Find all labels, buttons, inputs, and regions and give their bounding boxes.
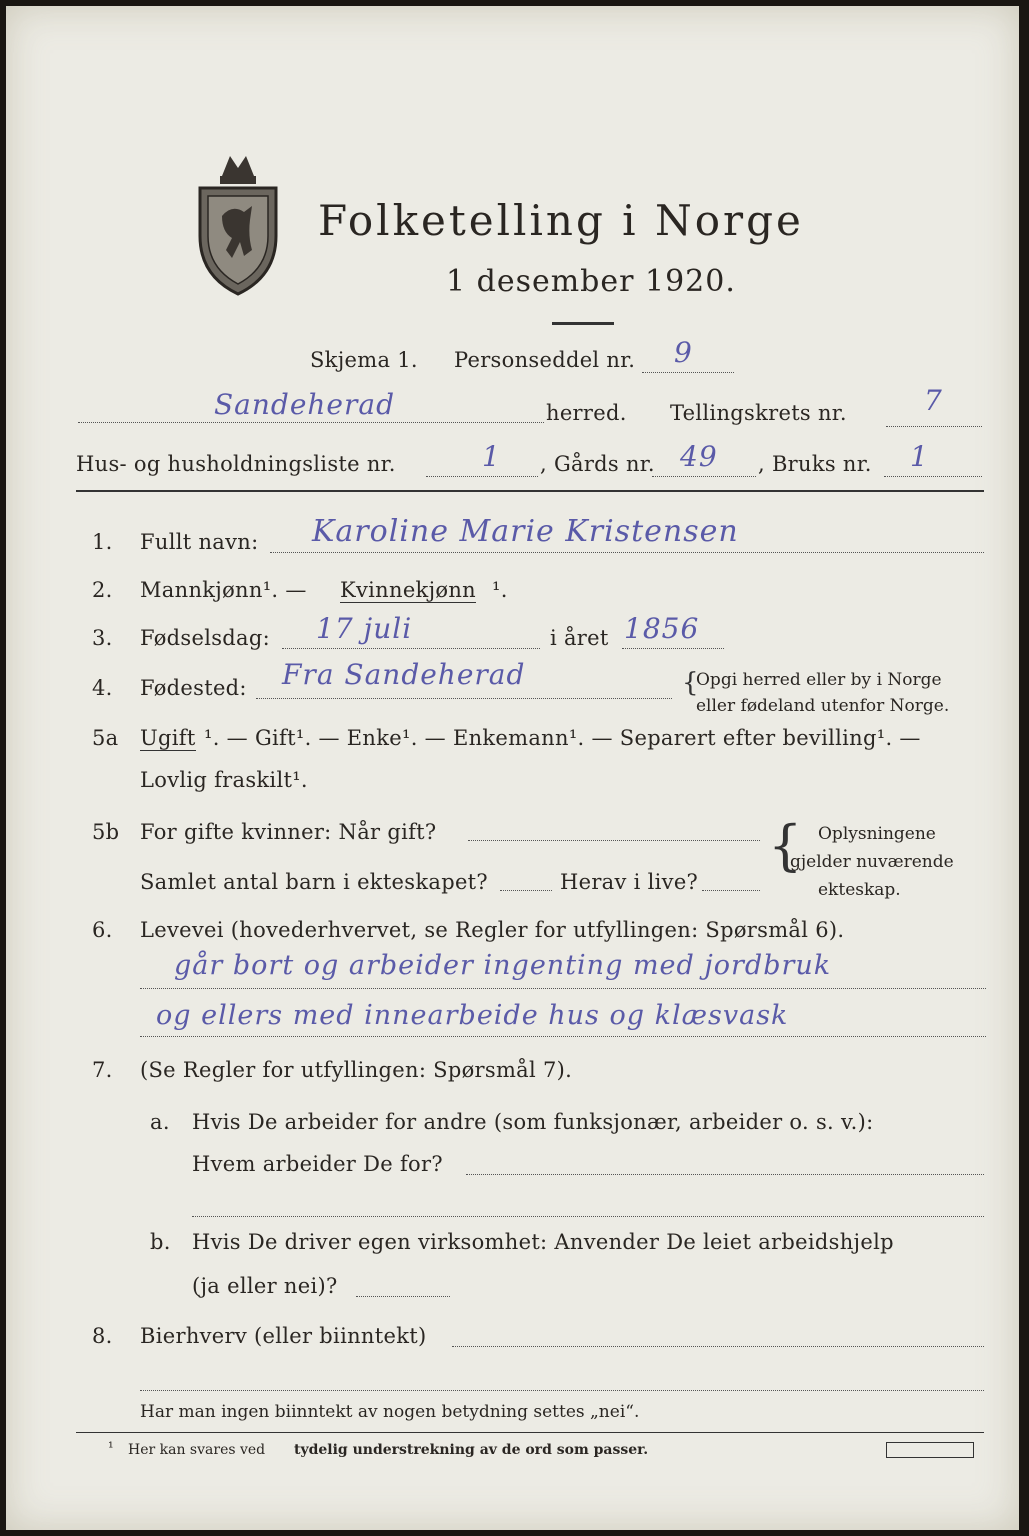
q5a-other-options[interactable]: ¹. — Gift¹. — Enke¹. — Enkemann¹. — Separert efter bevilling¹. — <box>204 726 921 750</box>
q4-line <box>256 698 672 699</box>
q1-name-value[interactable]: Karoline Marie Kristensen <box>312 514 739 549</box>
bruks-line <box>884 476 982 477</box>
q4-label: Fødested: <box>140 676 247 700</box>
gards-line <box>652 476 756 477</box>
q4-note-line1: Opgi herred eller by i Norge <box>696 670 942 690</box>
q2-number: 2. <box>92 578 113 602</box>
herred-value[interactable]: Sandeherad <box>214 388 396 421</box>
q3-year-line <box>622 648 724 649</box>
q7-number: 7. <box>92 1058 113 1082</box>
footnote-text-a: Her kan svares ved <box>128 1442 266 1458</box>
q5b-children-line <box>500 890 552 891</box>
q8-extra-line[interactable] <box>140 1390 984 1391</box>
q7b-label2: (ja eller nei)? <box>192 1274 338 1298</box>
q6-number: 6. <box>92 918 113 942</box>
q3-number: 3. <box>92 626 113 650</box>
footer-note: Har man ingen biinntekt av nogen betydning settes „nei“. <box>140 1402 640 1422</box>
form-title: Folketelling i Norge <box>318 196 804 245</box>
q5b-brace: { <box>768 814 803 877</box>
q8-label: Bierhverv (eller biinntekt) <box>140 1324 427 1348</box>
q8-number: 8. <box>92 1324 113 1348</box>
q7b-label: Hvis De driver egen virksomhet: Anvender De leiet arbeidshjelp <box>192 1230 894 1254</box>
q2-female-option[interactable] <box>340 578 476 603</box>
tellingskrets-label: Tellingskrets nr. <box>670 401 847 425</box>
q6-line2 <box>140 1036 986 1037</box>
q8-line[interactable] <box>452 1346 984 1347</box>
census-date: 1 desember 1920. <box>446 264 736 299</box>
q1-line <box>270 552 984 553</box>
q5b-married-label: For gifte kvinner: Når gift? <box>140 820 437 844</box>
coat-of-arms-icon <box>192 146 284 296</box>
q7b-number: b. <box>150 1230 171 1254</box>
q7a-label: Hvis De arbeider for andre (som funksjonær, arbeider o. s. v.): <box>192 1110 874 1134</box>
q3-year-value[interactable]: 1856 <box>624 612 700 645</box>
q6-answer-line1[interactable]: går bort og arbeider ingenting med jordbruk <box>174 950 832 981</box>
q5b-married-line <box>468 840 760 841</box>
q5b-alive-line <box>702 890 760 891</box>
q7-label: (Se Regler for utfyllingen: Spørsmål 7). <box>140 1058 573 1082</box>
q3-label: Fødselsdag: <box>140 626 270 650</box>
q6-line1 <box>140 988 986 989</box>
personseddel-value[interactable]: 9 <box>674 336 693 369</box>
bruks-label: , Bruks nr. <box>758 452 872 476</box>
husliste-label: Hus- og husholdningsliste nr. <box>76 452 396 476</box>
q4-brace: { <box>682 668 699 698</box>
footnote-text-b: tydelig understrekning av de ord som passer. <box>294 1442 649 1458</box>
q6-answer-line2[interactable]: og ellers med innearbeide hus og klæsvask <box>156 1000 789 1031</box>
herred-label: herred. <box>546 401 627 425</box>
q5a-ugift-option[interactable]: Ugift <box>140 726 196 750</box>
q2-female-sup: ¹. <box>492 578 508 602</box>
q3-birthday-value[interactable]: 17 juli <box>316 612 413 645</box>
q7a-extra-line[interactable] <box>192 1216 984 1217</box>
q4-note-line2: eller fødeland utenfor Norge. <box>696 696 950 716</box>
q3-year-label: i året <box>550 626 609 650</box>
header-rule <box>76 490 984 492</box>
q5b-note-line3: ekteskap. <box>818 880 901 900</box>
q5b-note-line1: Oplysningene <box>818 824 936 844</box>
q5a-number: 5a <box>92 726 119 750</box>
gards-label: , Gårds nr. <box>540 452 655 476</box>
q7a-employer-label: Hvem arbeider De for? <box>192 1152 443 1176</box>
tellingskrets-line <box>886 426 982 427</box>
tellingskrets-value[interactable]: 7 <box>924 384 943 417</box>
personseddel-label: Personseddel nr. <box>454 348 636 372</box>
q1-number: 1. <box>92 530 113 554</box>
q5a-fraskilt-option[interactable]: Lovlig fraskilt¹. <box>140 768 308 792</box>
bruks-value[interactable]: 1 <box>910 440 929 473</box>
q7a-employer-line[interactable] <box>466 1174 984 1175</box>
herred-line <box>78 422 544 423</box>
title-divider <box>552 322 614 325</box>
q4-number: 4. <box>92 676 113 700</box>
q4-birthplace-value[interactable]: Fra Sandeherad <box>282 658 526 691</box>
printer-stamp <box>886 1442 974 1458</box>
census-form <box>6 6 1019 1530</box>
gards-value[interactable]: 49 <box>680 440 718 473</box>
q5b-number: 5b <box>92 820 120 844</box>
q7b-answer-line[interactable] <box>356 1296 450 1297</box>
q2-male-option[interactable]: Mannkjønn¹. — <box>140 578 307 602</box>
husliste-value[interactable]: 1 <box>482 440 501 473</box>
q7a-number: a. <box>150 1110 170 1134</box>
q1-label: Fullt navn: <box>140 530 259 554</box>
footer-rule <box>76 1432 984 1433</box>
q6-label: Levevei (hovederhvervet, se Regler for utfyllingen: Spørsmål 6). <box>140 918 845 942</box>
q5b-children-label: Samlet antal barn i ekteskapet? <box>140 870 488 894</box>
husliste-line <box>426 476 538 477</box>
q5b-note-line2: gjelder nuværende <box>790 852 954 872</box>
q3-line <box>282 648 540 649</box>
personseddel-line <box>642 372 734 373</box>
q5b-alive-label: Herav i live? <box>560 870 699 894</box>
footnote-number: ¹ <box>108 1440 114 1456</box>
q2-female-text: Kvinnekjønn <box>340 578 476 602</box>
skjema-label: Skjema 1. <box>310 348 418 372</box>
